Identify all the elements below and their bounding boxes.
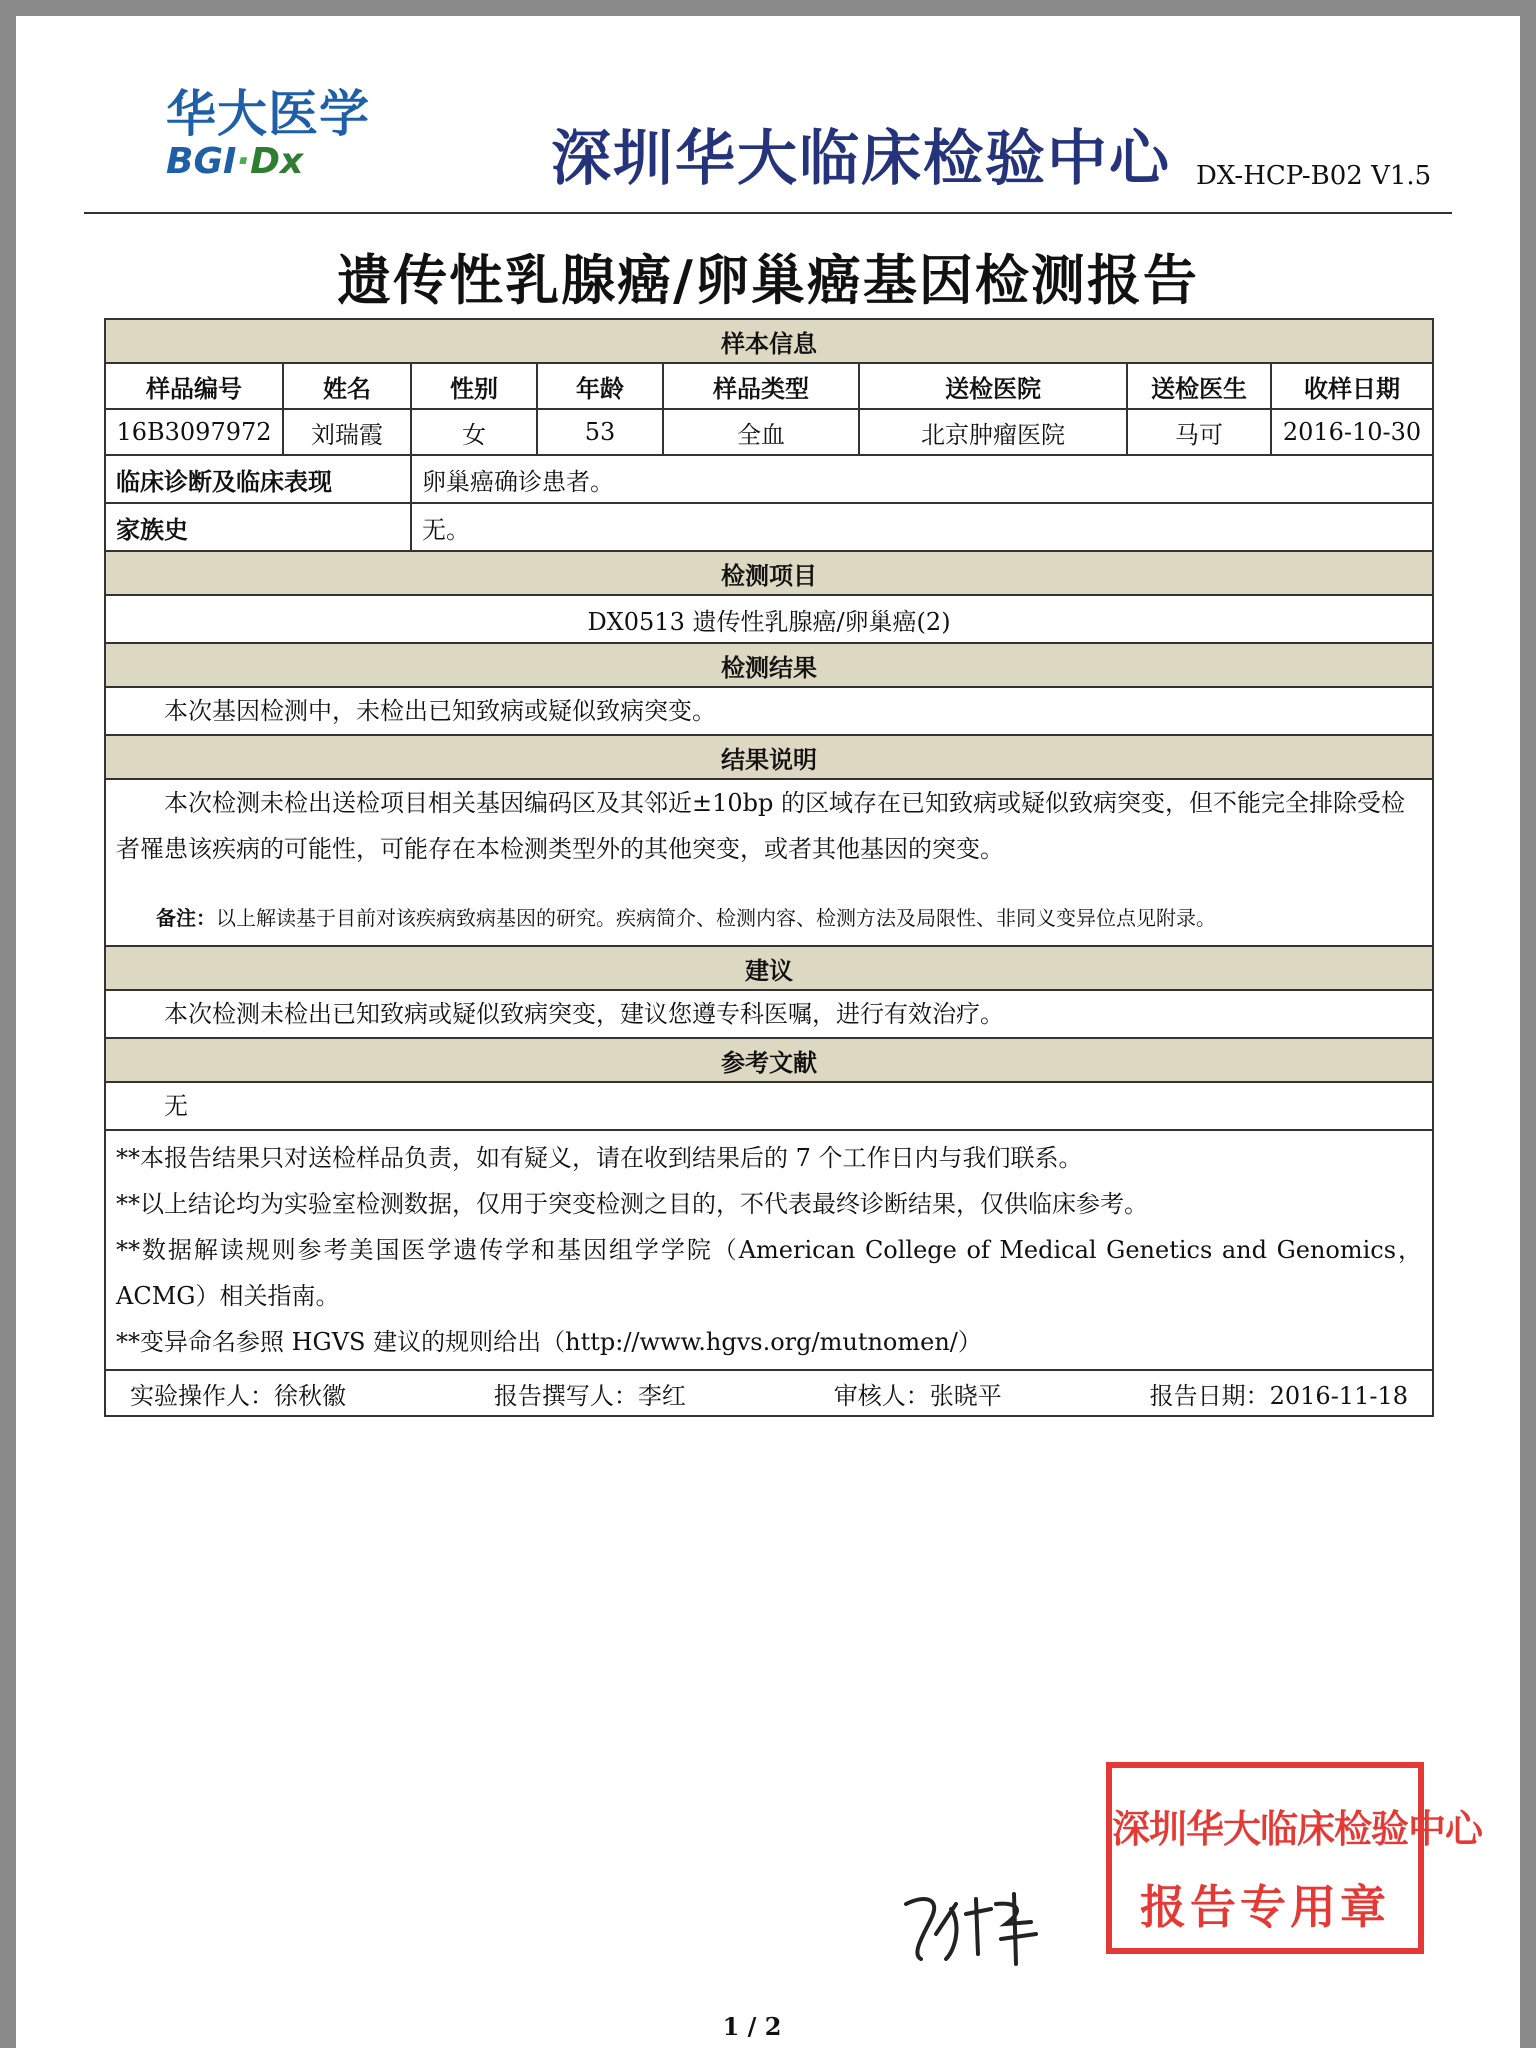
disclaimer-2: **以上结论均为实验室检测数据，仅用于突变检测之目的，不代表最终诊断结果，仅供临床参考。 [116, 1190, 1148, 1218]
logo-cn-text: 华大医学 [166, 85, 370, 143]
section-advice: 建议 [105, 946, 1433, 990]
explanation-note [116, 902, 1422, 931]
operator: 实验操作人：徐秋徽 [130, 1381, 346, 1410]
diagnosis-label: 临床诊断及临床表现 [105, 455, 411, 503]
report-date: 报告日期：2016-11-18 [1149, 1381, 1408, 1410]
family-history-label: 家族史 [105, 503, 411, 551]
sample-value-row [105, 409, 1433, 455]
sample-header-row [105, 363, 1433, 409]
col-gender: 性别 [411, 363, 537, 409]
explanation-cell [105, 779, 1433, 946]
advice-value: 本次检测未检出已知致病或疑似致病突变，建议您遵专科医嘱，进行有效治疗。 [105, 990, 1433, 1038]
center-title: 深圳华大临床检验中心 [551, 124, 1171, 194]
disclaimer-3: **数据解读规则参考美国医学遗传学和基因组学学院（American College of Medical Genetics and Genomics，ACMG）相关指南。 [116, 1236, 1422, 1310]
col-receive-date: 收样日期 [1271, 363, 1433, 409]
col-hospital: 送检医院 [859, 363, 1127, 409]
disclaimer-1: **本报告结果只对送检样品负责，如有疑义，请在收到结果后的 7 个工作日内与我们联系。 [116, 1144, 1083, 1172]
col-sample-type: 样品类型 [663, 363, 859, 409]
reviewer: 审核人：张晓平 [833, 1381, 1002, 1410]
stamp-line-1: 深圳华大临床检验中心 [1112, 1807, 1483, 1851]
report-writer: 报告撰写人：李红 [493, 1381, 686, 1410]
patient-age: 53 [537, 409, 663, 455]
section-test-item: 检测项目 [105, 551, 1433, 595]
doc-code: DX-HCP-B02 V1.5 [1196, 161, 1432, 191]
page-number: 1 / 2 [722, 2012, 782, 2041]
patient-gender: 女 [411, 409, 537, 455]
logo-bgi: BGI [166, 141, 237, 182]
section-result: 检测结果 [105, 643, 1433, 687]
family-history-value: 无。 [411, 503, 1433, 551]
note-text: 以上解读基于目前对该疾病致病基因的研究。疾病简介、检测内容、检测方法及局限性、非同义变异位点见附录。 [216, 906, 1216, 930]
result-value: 本次基因检测中，未检出已知致病或疑似致病突变。 [105, 687, 1433, 735]
disclaimer-4: **变异命名参照 HGVS 建议的规则给出（http://www.hgvs.org/mutnomen/） [116, 1328, 982, 1356]
official-stamp [1106, 1762, 1483, 1954]
receive-date: 2016-10-30 [1271, 409, 1433, 455]
doctor: 马可 [1127, 409, 1271, 455]
header-divider [84, 212, 1452, 214]
signature-row [105, 1370, 1433, 1416]
report-title: 遗传性乳腺癌/卵巢癌基因检测报告 [337, 249, 1199, 312]
col-age: 年龄 [537, 363, 663, 409]
col-doctor: 送检医生 [1127, 363, 1271, 409]
disclaimers [105, 1130, 1433, 1370]
stamp-line-2: 报告专用章 [1140, 1880, 1390, 1934]
test-item-value: DX0513 遗传性乳腺癌/卵巢癌(2) [105, 595, 1433, 643]
diagnosis-row [105, 455, 1433, 503]
col-name: 姓名 [283, 363, 411, 409]
section-explanation: 结果说明 [105, 735, 1433, 779]
bgi-dx-logo [166, 86, 396, 196]
references-value: 无 [105, 1082, 1433, 1130]
section-references: 参考文献 [105, 1038, 1433, 1082]
diagnosis-value: 卵巢癌确诊患者。 [411, 455, 1433, 503]
hospital: 北京肿瘤医院 [859, 409, 1127, 455]
handwritten-signature [896, 1864, 1096, 1974]
note-label: 备注： [156, 906, 216, 930]
sample-id: 16B3097972 [105, 409, 283, 455]
col-sample-id: 样品编号 [105, 363, 283, 409]
section-sample-info: 样本信息 [105, 319, 1433, 363]
logo-dot: · [236, 141, 251, 182]
logo-dx: Dx [250, 141, 304, 182]
report-page [16, 16, 1520, 2048]
report-table [104, 318, 1434, 1417]
sample-type: 全血 [663, 409, 859, 455]
explanation-text: 本次检测未检出送检项目相关基因编码区及其邻近±10bp 的区域存在已知致病或疑似致病突变，但不能完全排除受检者罹患该疾病的可能性，可能存在本检测类型外的其他突变，或者其他基因的突变。 [116, 789, 1406, 863]
logo-en-text [166, 142, 396, 182]
family-history-row [105, 503, 1433, 551]
patient-name: 刘瑞霞 [283, 409, 411, 455]
